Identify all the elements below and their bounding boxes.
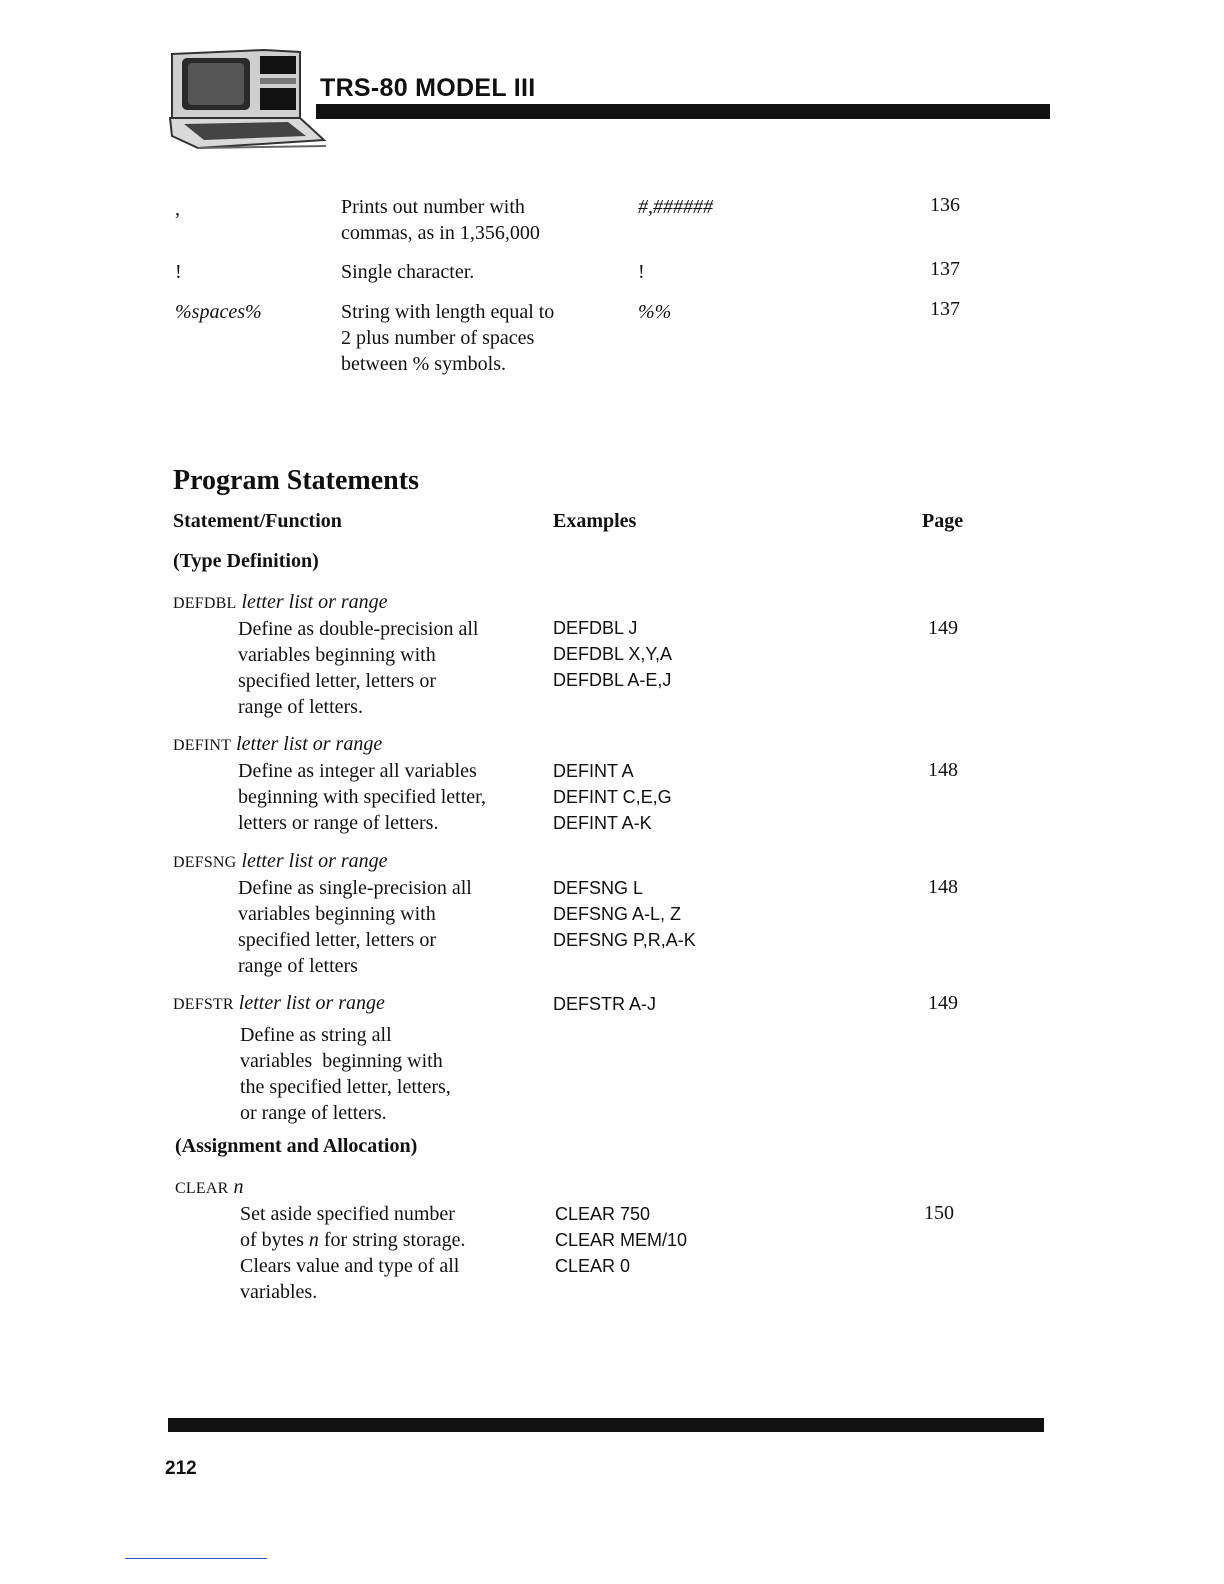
statement-description-line: letters or range of letters. xyxy=(238,812,439,834)
statement-example: DEFDBL J xyxy=(553,618,638,638)
format-page: 136 xyxy=(930,194,960,216)
format-description-line: commas, as in 1,356,000 xyxy=(341,222,540,244)
statement-description-line: variables. xyxy=(240,1281,318,1303)
footer-rule xyxy=(168,1418,1044,1432)
statement-description-line: Clears value and type of all xyxy=(240,1255,460,1277)
format-symbol: , xyxy=(175,198,180,220)
statement-description-line: of bytes n for string storage. xyxy=(240,1229,466,1251)
statement-example: DEFSTR A-J xyxy=(553,994,657,1014)
statement-example: CLEAR 0 xyxy=(555,1256,631,1276)
statement-example: CLEAR 750 xyxy=(555,1204,651,1224)
statement-description-line: Define as string all xyxy=(240,1024,392,1046)
statement-description-line: beginning with specified letter, xyxy=(238,786,487,808)
statement-description-line: specified letter, letters or xyxy=(238,670,436,692)
column-header-examples: Examples xyxy=(553,510,637,532)
subheading-type-definition: (Type Definition) xyxy=(173,550,319,572)
statement-page: 149 xyxy=(928,992,958,1014)
statement-example: DEFSNG P,R,A-K xyxy=(553,930,696,950)
statement-example: DEFINT A-K xyxy=(553,813,652,833)
statement-defsng: DEFSNG letter list or range xyxy=(173,850,388,872)
statement-description-line: Set aside specified number xyxy=(240,1203,455,1225)
statement-example: DEFINT C,E,G xyxy=(553,787,672,807)
format-description-line: Single character. xyxy=(341,261,475,283)
statement-example: DEFDBL A-E,J xyxy=(553,670,672,690)
header-rule xyxy=(316,104,1050,119)
statement-description-line: specified letter, letters or xyxy=(238,929,436,951)
format-description-line: Prints out number with xyxy=(341,196,525,218)
statement-example: DEFSNG L xyxy=(553,878,644,898)
statement-description-line: range of letters xyxy=(238,955,358,977)
statement-defdbl: DEFDBL letter list or range xyxy=(173,591,388,613)
subheading-assignment: (Assignment and Allocation) xyxy=(175,1135,418,1157)
format-description-line: between % symbols. xyxy=(341,353,506,375)
format-description-line: 2 plus number of spaces xyxy=(341,327,535,349)
column-header-statement: Statement/Function xyxy=(173,510,342,532)
format-example: #,###### xyxy=(638,196,713,218)
statement-description-line: the specified letter, letters, xyxy=(240,1076,451,1098)
statement-page: 149 xyxy=(928,617,958,639)
statement-description-line: range of letters. xyxy=(238,696,363,718)
statement-example: DEFDBL X,Y,A xyxy=(553,644,673,664)
section-title: Program Statements xyxy=(173,465,419,496)
page-number: 212 xyxy=(165,1458,197,1479)
format-page: 137 xyxy=(930,298,960,320)
statement-description-line: variables beginning with xyxy=(240,1050,443,1072)
statement-description-line: or range of letters. xyxy=(240,1102,387,1124)
computer-icon xyxy=(168,48,330,152)
column-header-page: Page xyxy=(922,510,964,532)
divider xyxy=(125,1558,267,1559)
statement-example: CLEAR MEM/10 xyxy=(555,1230,688,1250)
format-example: ! xyxy=(638,261,645,283)
statement-example: DEFINT A xyxy=(553,761,634,781)
statement-defstr: DEFSTR letter list or range xyxy=(173,992,385,1014)
header-title: TRS-80 MODEL III xyxy=(320,74,536,102)
format-example: %% xyxy=(638,301,672,323)
format-symbol: %spaces% xyxy=(175,301,262,323)
statement-clear: CLEAR n xyxy=(175,1176,244,1198)
statement-page: 148 xyxy=(928,876,958,898)
format-page: 137 xyxy=(930,258,960,280)
statement-description-line: Define as single-precision all xyxy=(238,877,472,899)
statement-description-line: Define as integer all variables xyxy=(238,760,477,782)
statement-description-line: Define as double-precision all xyxy=(238,618,479,640)
statement-description-line: variables beginning with xyxy=(238,903,436,925)
format-description-line: String with length equal to xyxy=(341,301,555,323)
statement-description-line: variables beginning with xyxy=(238,644,436,666)
statement-defint: DEFINT letter list or range xyxy=(173,733,383,755)
statement-page: 150 xyxy=(924,1202,954,1224)
format-symbol: ! xyxy=(175,261,182,283)
statement-page: 148 xyxy=(928,759,958,781)
statement-example: DEFSNG A-L, Z xyxy=(553,904,682,924)
